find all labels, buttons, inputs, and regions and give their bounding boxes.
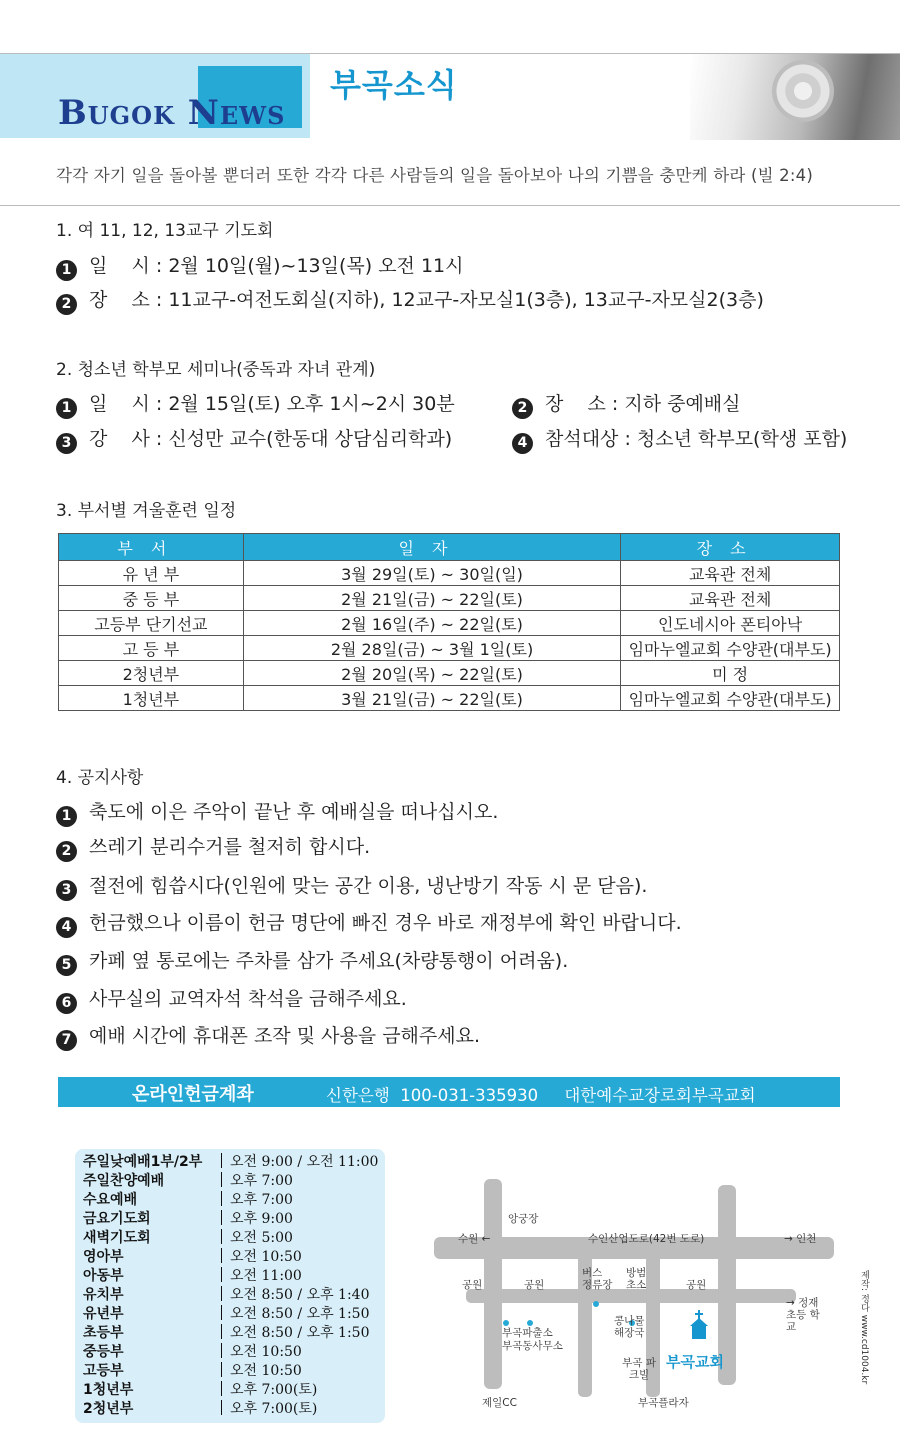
table-row: 2청년부 2월 20일(목) ~ 22일(토) 미 정 (59, 661, 840, 686)
section1-heading: 1. 여 11, 12, 13교구 기도회 (56, 221, 274, 241)
credit-text: 제작: 정다 www.cd1004.kr (859, 1270, 869, 1385)
header-logo (58, 93, 285, 133)
bullet-number-icon: 5 (56, 955, 77, 976)
section2-item: 2 장 소 : 지하 중예배실 (512, 389, 741, 419)
worship-row: 유년부 오전 8:50 / 오후 1:50 (83, 1306, 370, 1322)
police-marker (503, 1320, 509, 1326)
map-label: 콩나물 해장국 (614, 1315, 645, 1339)
page-title: 부곡소식 (330, 66, 458, 104)
table-row: 고 등 부 2월 28일(금) ~ 3월 1일(토) 임마누엘교회 수양관(대부도) (59, 636, 840, 661)
map-label: 제일CC (482, 1397, 517, 1409)
map-label: → 정재 초등 학교 (786, 1297, 820, 1333)
worship-row: 영아부 오전 10:50 (83, 1249, 302, 1265)
worship-row: 아동부 오전 11:00 (83, 1268, 302, 1284)
section1-item: 2 장 소 : 11교구-여전도회실(지하), 12교구-자모실1(3층), 13교구-자모실2(3층) (56, 285, 764, 315)
bullet-number-icon: 1 (56, 260, 77, 281)
bullet-number-icon: 4 (56, 917, 77, 938)
map-label: 공원 (686, 1279, 707, 1291)
office-marker (527, 1320, 533, 1326)
map-road-v2 (578, 1237, 592, 1397)
section3-heading: 3. 부서별 겨울훈련 일정 (56, 501, 237, 521)
bullet-number-icon: 2 (512, 398, 533, 419)
map-label: → 인천 (784, 1233, 817, 1245)
worship-row: 중등부 오전 10:50 (83, 1344, 302, 1360)
table-header-row (59, 534, 840, 561)
worship-schedule-box (75, 1149, 385, 1423)
worship-row: 고등부 오전 10:50 (83, 1363, 302, 1379)
table-row: 유 년 부 3월 29일(토) ~ 30일(일) 교육관 전체 (59, 561, 840, 586)
bullet-number-icon: 1 (56, 806, 77, 827)
table-row: 1청년부 3월 21일(금) ~ 22일(토) 임마누엘교회 수양관(대부도) (59, 686, 840, 711)
worship-row: 주일낮예배1부/2부 오전 9:00 / 오전 11:00 (83, 1154, 379, 1170)
section2-heading: 2. 청소년 학부모 세미나(중독과 자녀 관계) (56, 360, 376, 380)
section1-item: 1 일 시 : 2월 10일(월)~13일(목) 오전 11시 (56, 251, 464, 281)
notice-item: 2 쓰레기 분리수거를 철저히 합시다. (56, 832, 370, 862)
worship-row: 새벽기도회 오전 5:00 (83, 1230, 293, 1246)
section4-heading: 4. 공지사항 (56, 768, 144, 788)
table-row: 중 등 부 2월 21일(금) ~ 22일(토) 교육관 전체 (59, 586, 840, 611)
notice-item: 3 절전에 힘씁시다(인원에 맞는 공간 이용, 냉난방기 작동 시 문 닫음). (56, 871, 647, 901)
header-photo (690, 54, 900, 140)
account-label: 온라인헌금계좌 (132, 1084, 254, 1105)
map-label: 앙궁장 (508, 1213, 539, 1225)
worship-row: 주일찬양예배 오후 7:00 (83, 1173, 293, 1189)
bullet-number-icon: 1 (56, 398, 77, 419)
church-icon (690, 1310, 708, 1339)
header-logo-word2: News (187, 93, 286, 133)
bullet-number-icon: 4 (512, 433, 533, 454)
worship-row: 초등부 오전 8:50 / 오후 1:50 (83, 1325, 370, 1341)
bullet-number-icon: 2 (56, 294, 77, 315)
notice-item: 1 축도에 이은 주악이 끝난 후 예배실을 떠나십시오. (56, 797, 498, 827)
bullet-number-icon: 2 (56, 841, 77, 862)
bullet-number-icon: 7 (56, 1030, 77, 1051)
notice-item: 6 사무실의 교역자석 착석을 금해주세요. (56, 984, 407, 1014)
online-offering-account-bar (58, 1077, 840, 1107)
table-header: 부서 (59, 534, 244, 561)
divider (0, 205, 900, 206)
map-label: 버스 정류장 (582, 1267, 613, 1291)
map-label: 방범 초소 (626, 1267, 647, 1291)
bullet-number-icon: 6 (56, 993, 77, 1014)
worship-row: 2청년부 오후 7:00(토) (83, 1401, 318, 1417)
worship-row: 수요예배 오후 7:00 (83, 1192, 293, 1208)
worship-row: 금요기도회 오후 9:00 (83, 1211, 293, 1227)
map-label: 공원 (524, 1279, 545, 1291)
worship-row: 유치부 오전 8:50 / 오후 1:40 (83, 1287, 370, 1303)
worship-row: 1청년부 오후 7:00(토) (83, 1382, 318, 1398)
section2-item: 4 참석대상 : 청소년 학부모(학생 포함) (512, 424, 847, 454)
section2-item: 1 일 시 : 2월 15일(토) 오후 1시~2시 30분 (56, 389, 455, 419)
section2-item: 3 강 사 : 신성만 교수(한동대 상담심리학과) (56, 424, 452, 454)
scripture-verse: 각각 자기 일을 돌아볼 뿐더러 또한 각각 다른 사람들의 일을 돌아보아 나의 기쁨을 충만케 하라 (빌 2:4) (56, 166, 813, 185)
header-logo-word1: Bugok (58, 93, 175, 133)
bullet-number-icon: 3 (56, 880, 77, 901)
bullet-number-icon: 3 (56, 433, 77, 454)
table-header: 장소 (621, 534, 840, 561)
map-label: 부곡파출소 부곡동사무소 (502, 1327, 563, 1352)
bus-stop-marker (593, 1301, 599, 1307)
notice-item: 7 예배 시간에 휴대폰 조작 및 사용을 금해주세요. (56, 1021, 480, 1051)
map-label: 부곡플라자 (638, 1397, 689, 1409)
map-road-v1 (484, 1179, 502, 1389)
notice-item: 4 헌금했으나 이름이 헌금 명단에 빠진 경우 바로 재정부에 확인 바랍니다. (56, 908, 682, 938)
schedule-table (58, 533, 840, 711)
table-row: 고등부 단기선교 2월 16일(주) ~ 22일(토) 인도네시아 폰티아낙 (59, 611, 840, 636)
map-label: 수원 ← (458, 1233, 491, 1245)
location-map (426, 1175, 846, 1415)
table-header: 일자 (243, 534, 620, 561)
church-label: 부곡교회 (666, 1353, 724, 1371)
notice-item: 5 카페 옆 통로에는 주차를 삼가 주세요(차량통행이 어려움). (56, 946, 568, 976)
map-label: 공원 (462, 1279, 483, 1291)
map-road-lower (466, 1289, 796, 1303)
account-detail: 신한은행 100-031-335930 대한예수교장로회부곡교회 (326, 1086, 756, 1105)
map-label: 수인산업도로(42번 도로) (588, 1233, 705, 1245)
map-label: 부곡 파크빌 (622, 1357, 656, 1381)
